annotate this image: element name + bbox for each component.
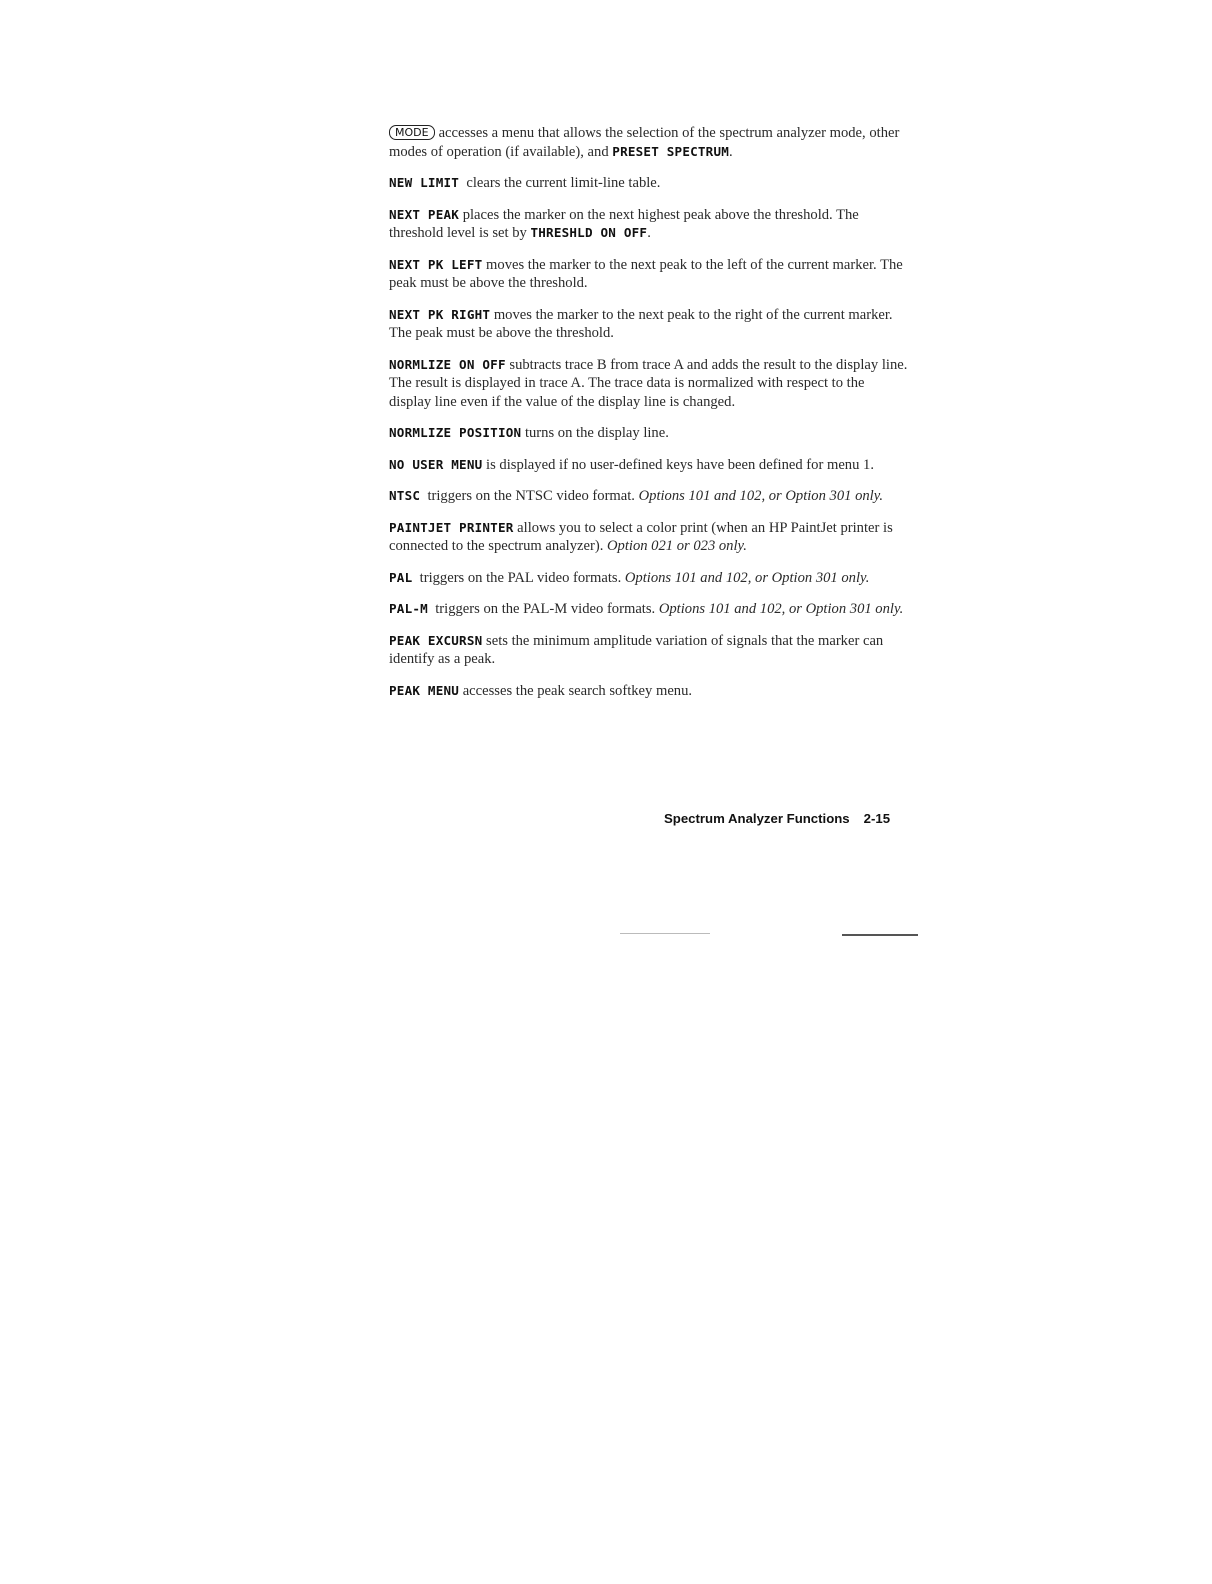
mode-hardkey: MODE xyxy=(389,125,435,140)
entry-new-limit xyxy=(389,174,909,193)
entry-pal-m xyxy=(389,600,909,619)
softkey-label: NEXT PK RIGHT xyxy=(389,306,491,322)
softkey-label: PAL xyxy=(389,569,413,585)
entry-trailing-text: . xyxy=(729,143,733,160)
softkey-label: NO USER MENU xyxy=(389,456,483,472)
scan-artifact xyxy=(842,934,918,936)
softkey-label: PEAK EXCURSN xyxy=(389,632,483,648)
entry-peak-menu xyxy=(389,682,909,701)
entry-peak-excursn xyxy=(389,632,909,669)
entry-next-pk-right xyxy=(389,306,909,343)
entry-description: allows you to select a color print (when an HP PaintJet printer is connected to the spectrum analyzer). xyxy=(389,519,893,554)
entry-description: triggers on the NTSC video format. xyxy=(427,488,639,504)
entry-description: is displayed if no user-defined keys have been defined for menu 1. xyxy=(486,456,874,473)
page-footer xyxy=(664,811,904,826)
entry-description: accesses the peak search softkey menu. xyxy=(462,682,693,699)
softkey-label: NEXT PEAK xyxy=(389,206,460,222)
entry-description: triggers on the PAL-M video formats. xyxy=(435,601,659,617)
softkey-label: NORMLIZE ON OFF xyxy=(389,356,506,372)
footer-title: Spectrum Analyzer Functions xyxy=(664,811,850,826)
entry-mode xyxy=(389,124,909,161)
softkey-label: THRESHLD ON OFF xyxy=(530,225,648,240)
entry-trailing-text: . xyxy=(647,225,651,241)
softkey-label: PAL-M xyxy=(389,601,428,616)
entry-normlize-on-off xyxy=(389,356,909,412)
softkey-label: NTSC xyxy=(389,488,421,503)
entry-description: triggers on the PAL video formats. xyxy=(419,569,625,586)
entry-description: subtracts trace B from trace A and adds the result to the display line. The result is displayed in trace A. The trace data is normalized with respect to the display line even if the value of the display line is changed. xyxy=(389,356,908,410)
page-number: 2-15 xyxy=(863,811,891,826)
softkey-label: PRESET SPECTRUM xyxy=(612,143,730,159)
entry-description: moves the marker to the next peak to the left of the current marker. The peak must be above the threshold. xyxy=(389,256,903,291)
entry-pal xyxy=(389,569,909,588)
softkey-label: NEW LIMIT xyxy=(389,175,460,190)
entry-next-pk-left xyxy=(389,256,909,293)
entry-description: moves the marker to the next peak to the right of the current marker. The peak must be above the threshold. xyxy=(389,306,893,341)
entry-normlize-position xyxy=(389,424,909,443)
option-note: Options 101 and 102, or Option 301 only. xyxy=(658,601,904,617)
entry-description: sets the minimum amplitude variation of signals that the marker can identify as a peak. xyxy=(389,632,884,667)
entry-paintjet-printer xyxy=(389,519,909,556)
entry-description: accesses a menu that allows the selection of the spectrum analyzer mode, other modes of operation (if available), and xyxy=(389,125,900,160)
entry-description: turns on the display line. xyxy=(524,425,669,441)
function-list xyxy=(389,124,909,713)
softkey-label: PEAK MENU xyxy=(389,682,460,698)
entry-description: clears the current limit-line table. xyxy=(466,175,661,191)
entry-no-user-menu xyxy=(389,456,909,475)
softkey-label: NORMLIZE POSITION xyxy=(389,425,522,440)
softkey-label: PAINTJET PRINTER xyxy=(389,519,514,535)
option-note: Options 101 and 102, or Option 301 only. xyxy=(638,488,884,504)
entry-ntsc xyxy=(389,487,909,506)
softkey-label: NEXT PK LEFT xyxy=(389,256,483,272)
scan-artifact xyxy=(620,933,710,934)
option-note: Option 021 or 023 only. xyxy=(607,538,747,554)
entry-description: places the marker on the next highest peak above the threshold. The threshold level is set by xyxy=(389,206,859,241)
option-note: Options 101 and 102, or Option 301 only. xyxy=(624,569,870,586)
entry-next-peak xyxy=(389,206,909,243)
